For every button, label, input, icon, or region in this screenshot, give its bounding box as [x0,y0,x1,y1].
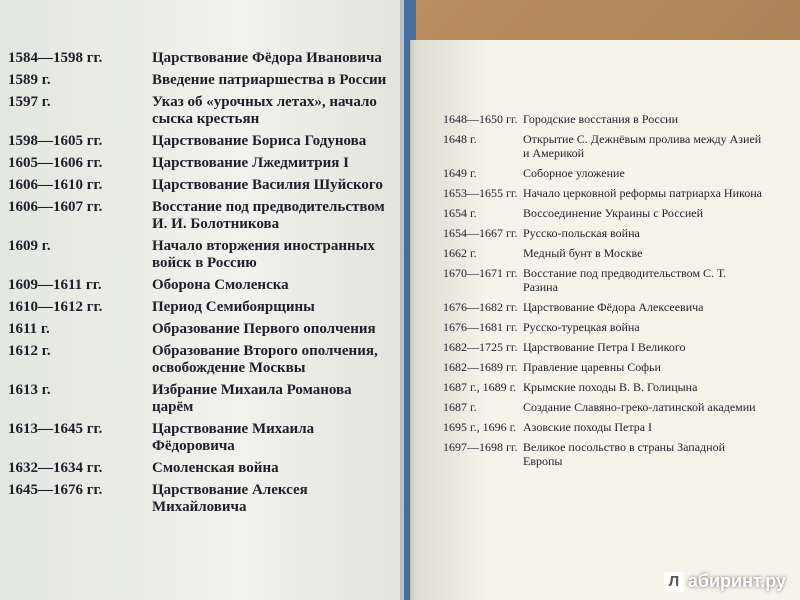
chronology-row [0,382,404,416]
entry-date: 1648 г. [443,132,477,146]
entry-date: 1606—1607 гг. [8,199,103,215]
chronology-row [411,400,800,414]
entry-date: 1654 г. [443,206,477,220]
entry-date: 1606—1610 гг. [8,177,103,193]
entry-event: Царствование Алексея Михайловича [152,482,308,515]
entry-event: Оборона Смоленска [152,277,289,293]
entry-date: 1676—1682 гг. [443,300,518,314]
watermark-logo-icon: Л [664,572,684,592]
entry-date: 1654—1667 гг. [443,226,518,240]
chronology-row [411,246,800,260]
chronology-row [411,266,800,294]
chronology-row [0,199,404,233]
chronology-row [0,343,404,377]
entry-date: 1597 г. [8,94,51,110]
chronology-row [411,380,800,394]
chronology-row [411,132,800,160]
labirint-watermark [664,571,786,592]
entry-date: 1662 г. [443,246,477,260]
entry-event: Правление царевны Софьи [523,360,661,374]
entry-date: 1676—1681 гг. [443,320,518,334]
entry-date: 1648—1650 гг. [443,112,518,126]
entry-date: 1645—1676 гг. [8,482,103,498]
entry-event: Введение патриаршества в России [152,72,387,88]
entry-date: 1610—1612 гг. [8,299,103,315]
entry-event: Азовские походы Петра I [523,420,653,434]
entry-event: Начало вторжения иностранных войск в Россию [152,238,375,271]
entry-date: 1613—1645 гг. [8,421,103,437]
entry-event: Образование Второго ополчения, освобождение Москвы [152,343,378,376]
chronology-row [0,482,404,516]
chronology-row [411,186,800,200]
entry-date: 1609 г. [8,238,51,254]
chronology-row [0,155,404,172]
entry-event: Восстание под предводительством С. Т. Разина [523,266,727,294]
chronology-row [0,238,404,272]
entry-date: 1697—1698 гг. [443,440,518,454]
chronology-row [0,72,404,89]
entry-date: 1687 г. [443,400,477,414]
chronology-row [411,320,800,334]
chronology-row [0,299,404,316]
entry-event: Указ об «урочных летах», начало сыска крестьян [152,94,377,127]
chronology-row [411,340,800,354]
entry-date: 1584—1598 гг. [8,50,103,66]
entry-date: 1682—1725 гг. [443,340,518,354]
chronology-row [411,226,800,240]
chronology-row [0,421,404,455]
chronology-row [411,360,800,374]
entry-event: Царствование Василия Шуйского [152,177,383,193]
entry-event: Царствование Фёдора Ивановича [152,50,382,66]
entry-date: 1653—1655 гг. [443,186,518,200]
chronology-row [411,112,800,126]
entry-event: Великое посольство в страны Западной Европы [523,440,726,468]
entry-event: Крымские походы В. В. Голицына [523,380,698,394]
entry-date: 1589 г. [8,72,51,88]
entry-event: Создание Славяно-греко-латинской академии [523,400,756,414]
chronology-row [411,420,800,434]
chronology-row [0,50,404,67]
entry-date: 1682—1689 гг. [443,360,518,374]
chronology-row [0,321,404,338]
entry-date: 1609—1611 гг. [8,277,102,293]
entry-event: Смоленская война [152,460,279,476]
entry-event: Русско-турецкая война [523,320,640,334]
spine-shadow [400,0,416,600]
chronology-row [411,206,800,220]
chronology-row [0,94,404,128]
entry-event: Образование Первого ополчения [152,321,376,337]
entry-event: Начало церковной реформы патриарха Никона [523,186,762,200]
entry-event: Период Семибоярщины [152,299,315,315]
chronology-row [0,277,404,294]
right-page [410,40,800,600]
entry-event: Городские восстания в России [523,112,678,126]
entry-event: Царствование Лжедмитрия I [152,155,349,171]
entry-event: Избрание Михаила Романова царём [152,382,352,415]
entry-event: Русско-польская война [523,226,640,240]
chronology-row [0,177,404,194]
chronology-row [0,460,404,477]
chronology-row [411,166,800,180]
entry-event: Восстание под предводительством И. И. Болотникова [152,199,385,232]
entry-date: 1649 г. [443,166,477,180]
entry-date: 1598—1605 гг. [8,133,103,149]
chronology-row [0,133,404,150]
entry-event: Царствование Петра I Великого [523,340,686,354]
entry-date: 1605—1606 гг. [8,155,103,171]
entry-date: 1611 г. [8,321,50,337]
chronology-row [411,440,800,468]
chronology-row [411,300,800,314]
entry-event: Соборное уложение [523,166,625,180]
entry-event: Царствование Михаила Фёдоровича [152,421,315,454]
entry-date: 1687 г., 1689 г. [443,380,517,394]
entry-date: 1612 г. [8,343,51,359]
entry-event: Открытие С. Дежнёвым пролива между Азией и Америкой [523,132,762,160]
entry-date: 1613 г. [8,382,51,398]
entry-event: Воссоединение Украины с Россией [523,206,704,220]
entry-event: Медный бунт в Москве [523,246,643,260]
entry-event: Царствование Бориса Годунова [152,133,367,149]
entry-date: 1695 г., 1696 г. [443,420,517,434]
entry-date: 1632—1634 гг. [8,460,103,476]
watermark-text: абиринт.ру [687,571,786,591]
entry-date: 1670—1671 гг. [443,266,518,280]
entry-event: Царствование Фёдора Алексеевича [523,300,704,314]
